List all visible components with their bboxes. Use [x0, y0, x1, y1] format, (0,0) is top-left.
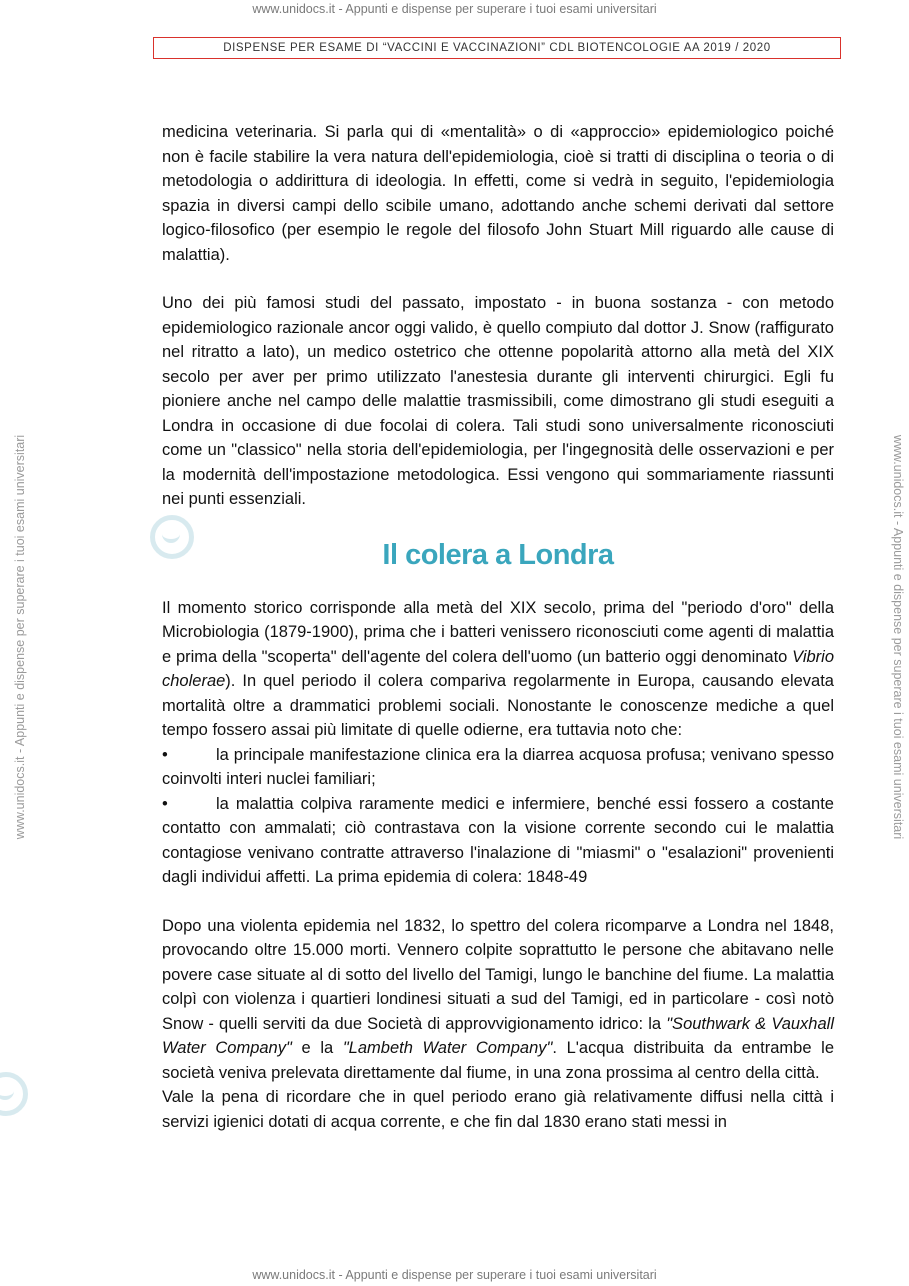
- text-run: Il momento storico corrisponde alla metà del XIX secolo, prima del "periodo d'oro" della Microbiologia (1879-1900), prima che i batteri venissero riconosciuti come agenti di malattia e prima della "scoperta" dell'agente del colera dell'uomo (un batterio oggi denominato: [162, 598, 834, 666]
- italic-company-name: "Southwark & Vauxhall Water Company": [162, 1014, 834, 1057]
- section-heading: Il colera a Londra: [382, 538, 614, 571]
- italic-species-name: Vibrio cholerae: [162, 647, 834, 690]
- bullet-text: la malattia colpiva raramente medici e infermiere, benché essi fossero a costante contatto con ammalati; ciò contrastava con la visione corrente secondo cui le malattia contagiose venivano contratte attraverso l'inalazione di "miasmi" o "esalazioni" provenienti dagli individui affetti. La prima epidemia di colera: 1848-49: [162, 794, 834, 886]
- document-header: [153, 37, 841, 59]
- bullet-item: [162, 743, 834, 792]
- paragraph-snow: Uno dei più famosi studi del passato, impostato - in buona sostanza - con metodo epidemiologico razionale ancor oggi valido, è quello compiuto dal dottor J. Snow (raffigurato nel ritratto a lato), un medico ostetrico che ottenne popolarità attorno alla metà del XIX secolo per aver per primo utilizzato l'anestesia durante gli interventi chirurgici. Egli fu pioniere anche nel campo delle malattie trasmissibili, come dimostrano gli studi eseguiti a Londra in occasione di due focolai di colera. Tali studi sono universalmente riconosciuti come un "classico" nella storia dell'epidemiologia, per l'ingegnosità delle osservazioni e per la modernità dell'impostazione metodologica. Essi vengono qui sommariamente riassunti nei punti essenziali.: [162, 294, 834, 508]
- bullet-text: la principale manifestazione clinica era la diarrea acquosa profusa; venivano spesso coinvolti interi nuclei familiari;: [162, 745, 834, 788]
- text-run: Dopo una violenta epidemia nel 1832, lo spettro del colera ricomparve a Londra nel 1848, provocando oltre 15.000 morti. Vennero colpite soprattutto le persone che abitavano nelle povere case situate al di sotto del livello del Tamigi, lungo le banchine del fiume. La malattia colpì con violenza i quartieri londinesi situati a sud del Tamigi, ed in particolare - così notò Snow - quelli serviti da due Società di approvvigionamento idrico: la: [162, 916, 834, 1033]
- watermark-bottom: www.unidocs.it - Appunti e dispense per superare i tuoi esami universitari: [252, 1268, 657, 1282]
- text-run: e la: [291, 1039, 343, 1057]
- italic-company-name: "Lambeth Water Company": [342, 1039, 553, 1057]
- bullet-icon: •: [162, 745, 168, 764]
- watermark-top: www.unidocs.it - Appunti e dispense per superare i tuoi esami universitari: [252, 2, 657, 16]
- paragraph-intro: medicina veterinaria. Si parla qui di «mentalità» o di «approccio» epidemiologico poiché non è facile stabilire la vera natura dell'epidemiologia, cioè si tratti di disciplina o teoria o di metodologia o addirittura di ideologia. In effetti, come si vedrà in seguito, l'epidemiologia spazia in diversi campi dello scibile umano, adottando anche schemi derivati dal settore logico-filosofico (per esempio le regole del filosofo John Stuart Mill riguardo alle cause di malattia).: [162, 123, 834, 264]
- text-run: ). In quel periodo il colera compariva regolarmente in Europa, causando elevata mortalità oltre a drammatici problemi sociali. Nonostante le conoscenze mediche a quel tempo fossero assai più limitate di quelle odierne, era tuttavia noto che:: [162, 672, 834, 739]
- unidocs-logo-icon: [0, 1072, 28, 1116]
- paragraph-epidemic-1848: [162, 914, 834, 1086]
- text-run: . L'acqua distribuita da entrambe le società veniva prelevata direttamente dal fiume, in una zona prossima al centro della città.: [162, 1039, 835, 1082]
- header-title: DISPENSE PER ESAME DI “VACCINI E VACCINAZIONI” CDL BIOTENCOLOGIE AA 2019 / 2020: [223, 42, 771, 54]
- watermark-right: www.unidocs.it - Appunti e dispense per superare i tuoi esami universitari: [891, 434, 905, 840]
- bullet-icon: •: [162, 794, 168, 813]
- bullet-item: [162, 792, 834, 890]
- watermark-left: www.unidocs.it - Appunti e dispense per superare i tuoi esami universitari: [13, 434, 27, 840]
- paragraph-historical-context: [162, 596, 834, 743]
- document-body: [162, 120, 834, 1134]
- paragraph-sanitation: Vale la pena di ricordare che in quel periodo erano già relativamente diffusi nella città i servizi igienici dotati di acqua corrente, e che fin dal 1830 erano stati messi in: [162, 1088, 834, 1131]
